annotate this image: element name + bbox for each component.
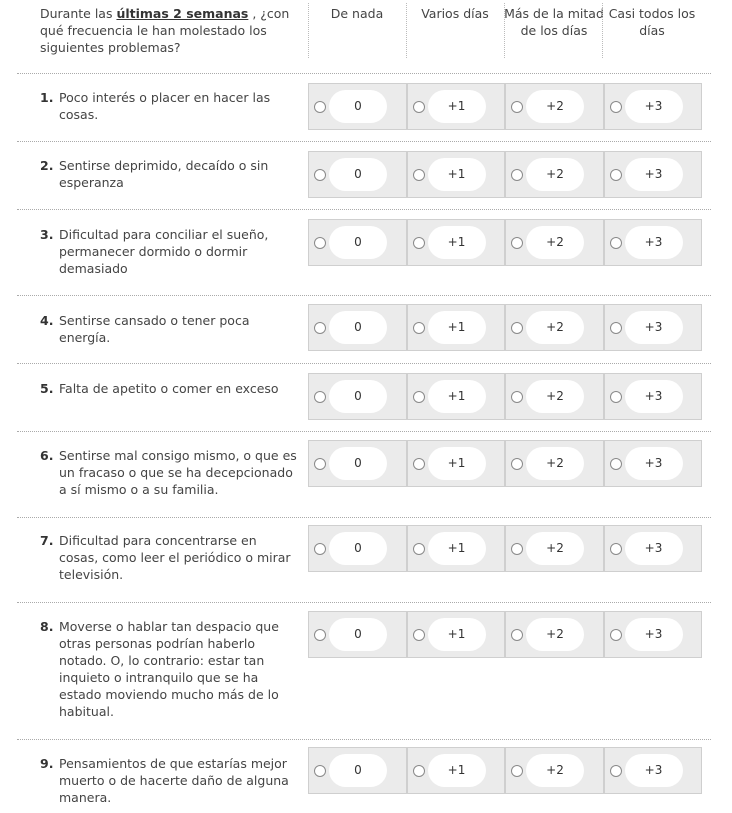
answer-option[interactable] (407, 373, 506, 420)
option-score-label[interactable]: +3 (625, 754, 683, 787)
option-score-label[interactable]: +1 (428, 532, 486, 565)
option-score-label[interactable]: +2 (526, 226, 584, 259)
row-divider (17, 209, 711, 210)
radio-button[interactable] (413, 391, 425, 403)
answer-option[interactable] (505, 440, 604, 487)
option-score-label[interactable]: 0 (329, 226, 387, 259)
option-score-label[interactable]: +1 (428, 158, 486, 191)
radio-button[interactable] (610, 237, 622, 249)
answer-option[interactable] (308, 83, 407, 130)
question-4 (40, 312, 298, 346)
column-header-several-days: Varios días (421, 6, 489, 21)
radio-button[interactable] (314, 765, 326, 777)
answer-option[interactable] (308, 611, 407, 658)
question-9 (40, 755, 298, 806)
question-text: Sentirse mal consigo mismo, o que es un fracaso o que se ha decepcionado a sí mismo o a su familia. (59, 448, 297, 497)
option-score-label[interactable]: +2 (526, 754, 584, 787)
answer-option[interactable] (407, 747, 506, 794)
question-1 (40, 89, 298, 123)
radio-button[interactable] (314, 543, 326, 555)
answer-option[interactable] (505, 83, 604, 130)
option-score-label[interactable]: 0 (329, 311, 387, 344)
answer-option[interactable] (308, 440, 407, 487)
column-header-nearly-every-day: Casi todos los días (608, 6, 696, 38)
answer-option[interactable] (604, 525, 703, 572)
instructions-suffix: , ¿con qué frecuencia le han molestado los siguientes problemas? (40, 6, 290, 55)
option-score-label[interactable]: 0 (329, 447, 387, 480)
instructions-emphasis: últimas 2 semanas (116, 6, 249, 21)
radio-button[interactable] (511, 765, 523, 777)
column-header-more-than-half: Más de la mitad de los días (504, 6, 604, 38)
question-6 (40, 447, 298, 498)
question-number: 1. (40, 90, 54, 105)
radio-button[interactable] (610, 322, 622, 334)
option-score-label[interactable]: 0 (329, 754, 387, 787)
radio-button[interactable] (314, 458, 326, 470)
row-divider (17, 602, 711, 603)
option-score-label[interactable]: +3 (625, 532, 683, 565)
answer-option[interactable] (604, 219, 703, 266)
answer-option[interactable] (308, 304, 407, 351)
option-score-label[interactable]: 0 (329, 618, 387, 651)
radio-button[interactable] (413, 169, 425, 181)
option-score-label[interactable]: +2 (526, 380, 584, 413)
answer-option[interactable] (604, 83, 703, 130)
radio-button[interactable] (610, 101, 622, 113)
question-number: 5. (40, 381, 54, 396)
radio-button[interactable] (511, 543, 523, 555)
option-score-label[interactable]: +3 (625, 447, 683, 480)
answer-option[interactable] (308, 373, 407, 420)
radio-button[interactable] (511, 629, 523, 641)
answer-options-question-7 (308, 525, 702, 572)
radio-button[interactable] (314, 169, 326, 181)
answer-option[interactable] (604, 151, 703, 198)
question-number: 2. (40, 158, 54, 173)
column-header-none: De nada (330, 6, 384, 21)
question-text: Moverse o hablar tan despacio que otras personas podrían haberlo notado. O, lo contrario: estar tan inquieto o intranquilo que se ha estado moviendo mucho más de lo habitual. (59, 619, 279, 719)
option-score-label[interactable]: +1 (428, 311, 486, 344)
answer-option[interactable] (505, 219, 604, 266)
radio-button[interactable] (413, 322, 425, 334)
question-text: Dificultad para conciliar el sueño, permanecer dormido o dormir demasiado (59, 227, 269, 276)
radio-button[interactable] (610, 629, 622, 641)
radio-button[interactable] (413, 101, 425, 113)
option-score-label[interactable]: +3 (625, 311, 683, 344)
radio-button[interactable] (413, 237, 425, 249)
answer-option[interactable] (505, 611, 604, 658)
radio-button[interactable] (413, 543, 425, 555)
question-number: 4. (40, 313, 54, 328)
question-2 (40, 157, 298, 191)
question-number: 6. (40, 448, 54, 463)
option-score-label[interactable]: +3 (625, 618, 683, 651)
answer-option[interactable] (407, 219, 506, 266)
radio-button[interactable] (511, 237, 523, 249)
radio-button[interactable] (610, 458, 622, 470)
answer-options-question-5 (308, 373, 702, 420)
question-7 (40, 532, 298, 583)
option-score-label[interactable]: +2 (526, 447, 584, 480)
question-number: 7. (40, 533, 54, 548)
option-score-label[interactable]: +2 (526, 311, 584, 344)
answer-option[interactable] (505, 525, 604, 572)
answer-option[interactable] (407, 611, 506, 658)
instructions-prefix: Durante las (40, 6, 117, 21)
radio-button[interactable] (314, 237, 326, 249)
row-divider (17, 73, 711, 74)
radio-button[interactable] (314, 391, 326, 403)
answer-option[interactable] (604, 304, 703, 351)
option-score-label[interactable]: +1 (428, 754, 486, 787)
radio-button[interactable] (610, 391, 622, 403)
radio-button[interactable] (314, 629, 326, 641)
answer-options-question-9 (308, 747, 702, 794)
radio-button[interactable] (610, 543, 622, 555)
option-score-label[interactable]: +1 (428, 226, 486, 259)
answer-option[interactable] (604, 611, 703, 658)
option-score-label[interactable]: 0 (329, 158, 387, 191)
answer-options-question-8 (308, 611, 702, 658)
radio-button[interactable] (314, 101, 326, 113)
question-text: Dificultad para concentrarse en cosas, como leer el periódico o mirar televisión. (59, 533, 291, 582)
question-text: Pensamientos de que estarías mejor muerto o de hacerte daño de alguna manera. (59, 756, 289, 805)
answer-options-question-1 (308, 83, 702, 130)
option-score-label[interactable]: +3 (625, 226, 683, 259)
answer-option[interactable] (505, 151, 604, 198)
answer-option[interactable] (604, 440, 703, 487)
answer-options-question-3 (308, 219, 702, 266)
row-divider (17, 363, 711, 364)
answer-options-question-6 (308, 440, 702, 487)
radio-button[interactable] (511, 391, 523, 403)
answer-option[interactable] (308, 151, 407, 198)
answer-option[interactable] (407, 440, 506, 487)
question-3 (40, 226, 298, 277)
answer-option[interactable] (604, 747, 703, 794)
option-score-label[interactable]: +1 (428, 618, 486, 651)
question-number: 3. (40, 227, 54, 242)
answer-options-question-4 (308, 304, 702, 351)
row-divider (17, 517, 711, 518)
row-divider (17, 295, 711, 296)
answer-options-question-2 (308, 151, 702, 198)
radio-button[interactable] (314, 322, 326, 334)
questionnaire-header (0, 0, 732, 70)
question-number: 9. (40, 756, 54, 771)
question-number: 8. (40, 619, 54, 634)
answer-option[interactable] (407, 525, 506, 572)
option-score-label[interactable]: +3 (625, 158, 683, 191)
radio-button[interactable] (413, 765, 425, 777)
question-5 (40, 380, 298, 397)
option-score-label[interactable]: 0 (329, 90, 387, 123)
option-score-label[interactable]: 0 (329, 532, 387, 565)
question-8 (40, 618, 298, 720)
option-score-label[interactable]: +3 (625, 380, 683, 413)
answer-option[interactable] (308, 219, 407, 266)
option-score-label[interactable]: +1 (428, 447, 486, 480)
option-score-label[interactable]: +2 (526, 90, 584, 123)
option-score-label[interactable]: +2 (526, 158, 584, 191)
option-score-label[interactable]: +2 (526, 618, 584, 651)
radio-button[interactable] (610, 765, 622, 777)
answer-option[interactable] (308, 747, 407, 794)
radio-button[interactable] (413, 458, 425, 470)
answer-option[interactable] (407, 304, 506, 351)
instructions-text (40, 5, 300, 56)
option-score-label[interactable]: +2 (526, 532, 584, 565)
row-divider (17, 141, 711, 142)
option-score-label[interactable]: +1 (428, 90, 486, 123)
answer-option[interactable] (505, 373, 604, 420)
question-text: Falta de apetito o comer en exceso (59, 381, 279, 396)
radio-button[interactable] (511, 458, 523, 470)
row-divider (17, 431, 711, 432)
answer-option[interactable] (308, 525, 407, 572)
radio-button[interactable] (511, 101, 523, 113)
option-score-label[interactable]: 0 (329, 380, 387, 413)
radio-button[interactable] (413, 629, 425, 641)
answer-option[interactable] (407, 83, 506, 130)
radio-button[interactable] (610, 169, 622, 181)
option-score-label[interactable]: +3 (625, 90, 683, 123)
radio-button[interactable] (511, 322, 523, 334)
question-text: Poco interés o placer en hacer las cosas. (59, 90, 271, 122)
row-divider (17, 739, 711, 740)
answer-option[interactable] (505, 747, 604, 794)
answer-option[interactable] (407, 151, 506, 198)
radio-button[interactable] (511, 169, 523, 181)
question-text: Sentirse cansado o tener poca energía. (59, 313, 250, 345)
option-score-label[interactable]: +1 (428, 380, 486, 413)
answer-option[interactable] (604, 373, 703, 420)
question-text: Sentirse deprimido, decaído o sin esperanza (59, 158, 269, 190)
answer-option[interactable] (505, 304, 604, 351)
